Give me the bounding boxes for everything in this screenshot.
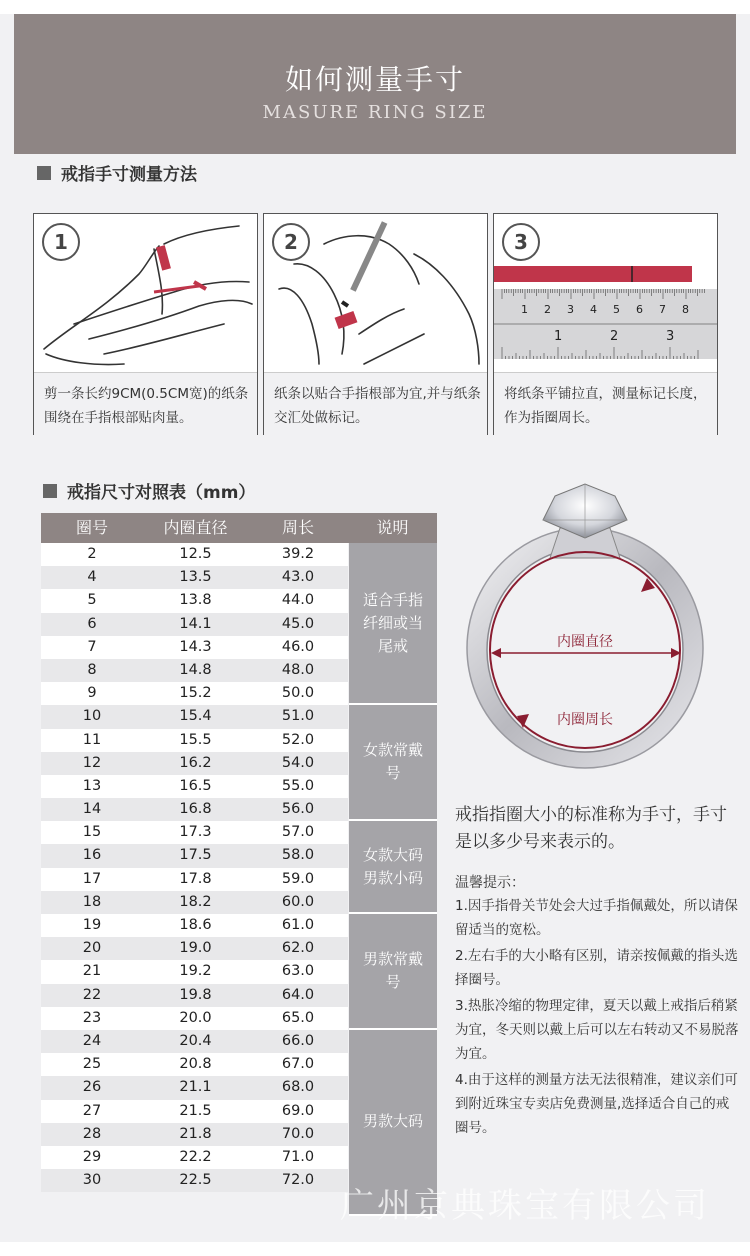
tip-1: 1.因手指骨关节处会大过手指佩戴处，所以请保留适当的宽松。 <box>455 898 738 938</box>
diameter-cell: 22.5 <box>143 1169 248 1192</box>
diameter-cell: 15.5 <box>143 729 248 752</box>
circumference-cell: 43.0 <box>248 566 348 589</box>
group-label-text: 男款大码 <box>362 1112 423 1131</box>
diameter-cell: 17.3 <box>143 821 248 844</box>
size-cell: 12 <box>41 752 143 775</box>
diameter-label: 内圈直径 <box>557 634 613 650</box>
diameter-cell: 20.0 <box>143 1007 248 1030</box>
diameter-cell: 14.3 <box>143 636 248 659</box>
circumference-cell: 59.0 <box>248 868 348 891</box>
ruler-top-label: 7 <box>659 303 666 316</box>
tip-4: 4.由于这样的测量方法无法很精准，建议亲们可到附近珠宝专卖店免费测量,选择适合自己的戒圈号。 <box>455 1072 738 1136</box>
step-card-2 <box>263 213 488 435</box>
section-square-icon <box>37 166 51 180</box>
circumference-cell: 46.0 <box>248 636 348 659</box>
method-section-title <box>37 160 197 185</box>
ruler-top-label: 3 <box>567 303 574 316</box>
diameter-cell: 17.8 <box>143 868 248 891</box>
method-section-label: 戒指手寸测量方法 <box>61 165 197 185</box>
page-header <box>14 14 736 154</box>
size-cell: 30 <box>41 1169 143 1192</box>
step-card-1 <box>33 213 258 435</box>
circumference-cell: 61.0 <box>248 914 348 937</box>
size-cell: 10 <box>41 705 143 728</box>
circumference-cell: 68.0 <box>248 1076 348 1099</box>
size-cell: 2 <box>41 543 143 566</box>
size-cell: 11 <box>41 729 143 752</box>
circumference-cell: 55.0 <box>248 775 348 798</box>
diameter-cell: 21.8 <box>143 1123 248 1146</box>
top-strip <box>0 0 750 14</box>
size-cell: 9 <box>41 682 143 705</box>
step-number-1: 1 <box>42 223 80 261</box>
table-header <box>41 513 437 543</box>
circumference-cell: 52.0 <box>248 729 348 752</box>
diameter-cell: 19.0 <box>143 937 248 960</box>
size-cell: 29 <box>41 1146 143 1169</box>
diameter-cell: 20.4 <box>143 1030 248 1053</box>
size-cell: 16 <box>41 844 143 867</box>
size-cell: 26 <box>41 1076 143 1099</box>
diameter-cell: 19.2 <box>143 960 248 983</box>
circumference-cell: 39.2 <box>248 543 348 566</box>
step-2-caption: 纸条以贴合手指根部为宜,并与纸条交汇处做标记。 <box>264 372 487 435</box>
size-cell: 5 <box>41 589 143 612</box>
ruler-bottom-label: 3 <box>666 329 675 344</box>
company-watermark: 广州京典珠宝有限公司 <box>340 1186 710 1226</box>
diameter-cell: 13.5 <box>143 566 248 589</box>
circumference-cell: 62.0 <box>248 937 348 960</box>
circumference-cell: 58.0 <box>248 844 348 867</box>
group-label-text: 女款大码男款小码 <box>362 845 423 887</box>
size-cell: 8 <box>41 659 143 682</box>
ring-size-table <box>41 513 437 1192</box>
header-inner-diameter: 内圈直径 <box>163 518 228 537</box>
header-description: 说明 <box>376 518 409 537</box>
circumference-cell: 44.0 <box>248 589 348 612</box>
diameter-cell: 16.8 <box>143 798 248 821</box>
step-1-caption: 剪一条长约9CM(0.5CM宽)的纸条围绕在手指根部贴肉量。 <box>34 372 257 435</box>
diameter-cell: 22.2 <box>143 1146 248 1169</box>
diameter-cell: 12.5 <box>143 543 248 566</box>
circumference-cell: 54.0 <box>248 752 348 775</box>
bottom-strip <box>0 1242 750 1256</box>
notes-lead: 戒指指圈大小的标准称为手寸，手寸是以多少号来表示的。 <box>455 805 727 852</box>
circumference-cell: 63.0 <box>248 960 348 983</box>
size-cell: 28 <box>41 1123 143 1146</box>
diameter-cell: 14.1 <box>143 613 248 636</box>
circumference-cell: 51.0 <box>248 705 348 728</box>
section-square-icon <box>43 484 57 498</box>
circumference-cell: 50.0 <box>248 682 348 705</box>
diameter-cell: 21.1 <box>143 1076 248 1099</box>
circumference-cell: 48.0 <box>248 659 348 682</box>
group-label <box>349 705 437 821</box>
table-body <box>41 543 437 1192</box>
circumference-cell: 60.0 <box>248 891 348 914</box>
ruler-top-label: 2 <box>544 303 551 316</box>
size-cell: 20 <box>41 937 143 960</box>
diameter-cell: 18.2 <box>143 891 248 914</box>
diameter-cell: 21.5 <box>143 1100 248 1123</box>
step-card-3 <box>493 213 718 435</box>
ruler-bottom-label: 2 <box>610 329 619 344</box>
size-cell: 18 <box>41 891 143 914</box>
ruler-top-label: 4 <box>590 303 597 316</box>
header-circumference: 周长 <box>281 518 314 537</box>
page-title: 如何测量手寸 <box>284 63 465 96</box>
group-label-text: 男款常戴号 <box>362 950 423 992</box>
circumference-cell: 72.0 <box>248 1169 348 1192</box>
circumference-cell: 66.0 <box>248 1030 348 1053</box>
diameter-cell: 17.5 <box>143 844 248 867</box>
circumference-cell: 65.0 <box>248 1007 348 1030</box>
tips-title: 温馨提示： <box>455 875 525 891</box>
size-cell: 27 <box>41 1100 143 1123</box>
circumference-cell: 69.0 <box>248 1100 348 1123</box>
ruler-top-label: 1 <box>521 303 528 316</box>
size-cell: 24 <box>41 1030 143 1053</box>
circumference-cell: 45.0 <box>248 613 348 636</box>
group-label <box>349 821 437 914</box>
circumference-label: 内圈周长 <box>557 712 613 728</box>
diameter-cell: 19.8 <box>143 984 248 1007</box>
ring-diagram <box>455 478 745 796</box>
table-section-label: 戒指尺寸对照表（mm） <box>67 483 256 503</box>
step-number-3: 3 <box>502 223 540 261</box>
circumference-cell: 71.0 <box>248 1146 348 1169</box>
page-subtitle: MASURE RING SIZE <box>262 102 488 123</box>
ruler-bottom-label: 1 <box>554 329 563 344</box>
size-cell: 25 <box>41 1053 143 1076</box>
size-cell: 22 <box>41 984 143 1007</box>
circumference-cell: 57.0 <box>248 821 348 844</box>
size-cell: 15 <box>41 821 143 844</box>
diameter-cell: 16.5 <box>143 775 248 798</box>
diameter-cell: 18.6 <box>143 914 248 937</box>
tip-3: 3.热胀冷缩的物理定律，夏天以戴上戒指后稍紧为宜，冬天则以戴上后可以左右转动又不易脱落为宜。 <box>455 998 739 1062</box>
diameter-cell: 15.2 <box>143 682 248 705</box>
diameter-cell: 20.8 <box>143 1053 248 1076</box>
diameter-cell: 13.8 <box>143 589 248 612</box>
circumference-cell: 56.0 <box>248 798 348 821</box>
size-cell: 7 <box>41 636 143 659</box>
size-cell: 21 <box>41 960 143 983</box>
step-3-caption: 将纸条平铺拉直，测量标记长度，作为指圈周长。 <box>494 372 717 435</box>
group-label-text: 女款常戴号 <box>362 741 423 783</box>
ring-icon <box>455 478 745 796</box>
diameter-cell: 15.4 <box>143 705 248 728</box>
group-label-text: 适合手指纤细或当尾戒 <box>362 590 423 655</box>
diameter-cell: 16.2 <box>143 752 248 775</box>
tip-2: 2.左右手的大小略有区别，请亲按佩戴的指头选择圈号。 <box>455 948 738 988</box>
step-number-2: 2 <box>272 223 310 261</box>
group-label <box>349 543 437 705</box>
table-section-title <box>43 478 255 503</box>
size-cell: 19 <box>41 914 143 937</box>
size-cell: 23 <box>41 1007 143 1030</box>
notes-panel <box>455 802 740 1140</box>
circumference-cell: 67.0 <box>248 1053 348 1076</box>
size-cell: 17 <box>41 868 143 891</box>
ruler-top-label: 8 <box>682 303 689 316</box>
header-size: 圈号 <box>75 518 108 537</box>
circumference-cell: 70.0 <box>248 1123 348 1146</box>
size-cell: 13 <box>41 775 143 798</box>
ruler-top-label: 5 <box>613 303 620 316</box>
diameter-cell: 14.8 <box>143 659 248 682</box>
group-label <box>349 914 437 1030</box>
size-cell: 14 <box>41 798 143 821</box>
ruler-top-label: 6 <box>636 303 643 316</box>
size-cell: 6 <box>41 613 143 636</box>
circumference-cell: 64.0 <box>248 984 348 1007</box>
size-cell: 4 <box>41 566 143 589</box>
